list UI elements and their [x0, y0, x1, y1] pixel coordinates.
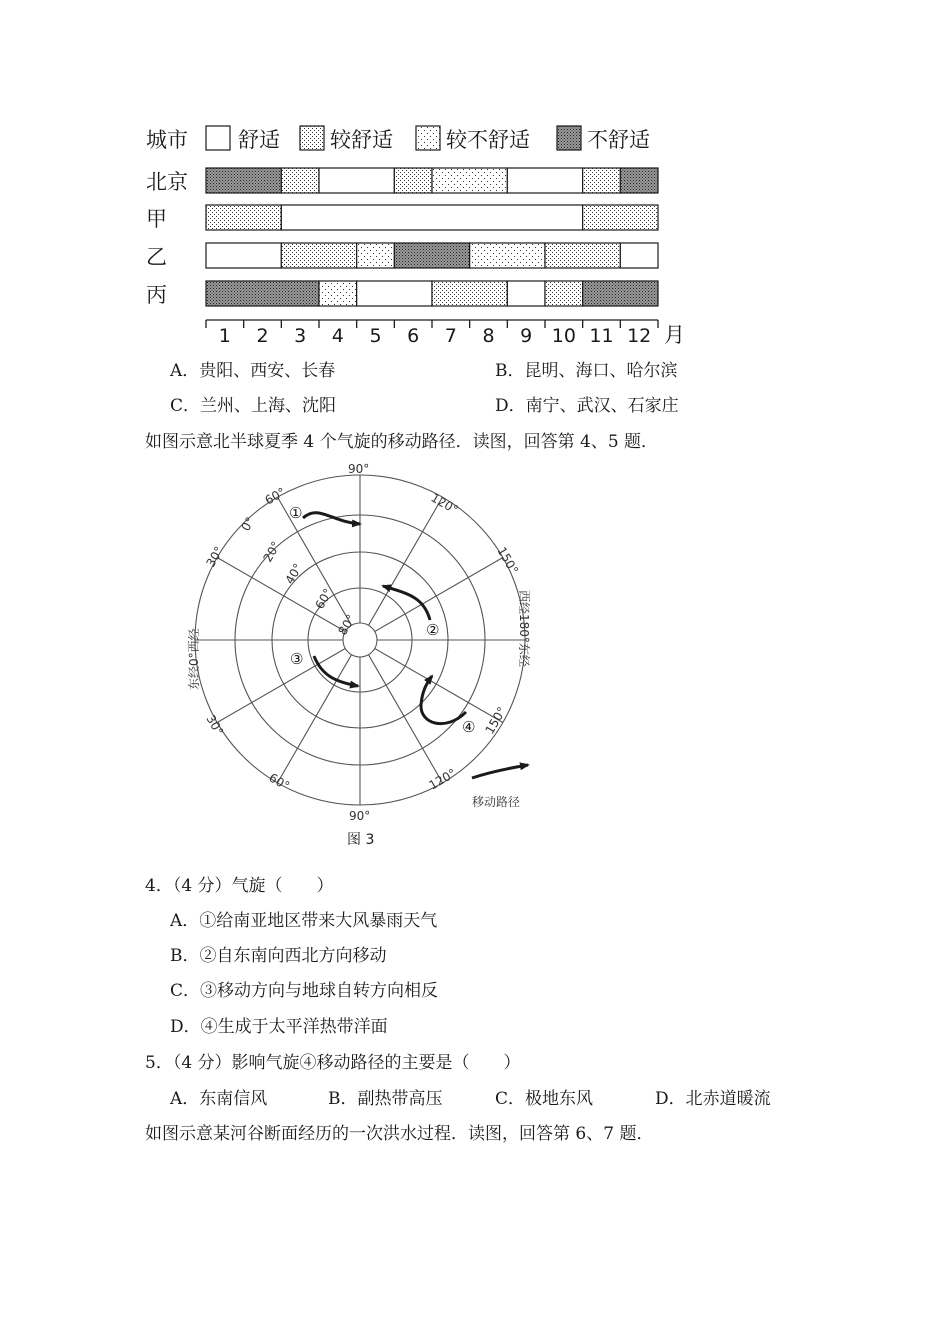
comfort-segment	[281, 168, 319, 193]
q3-option-b[interactable]: B．昆明、海口、哈尔滨	[495, 361, 678, 381]
chart-header-label: 城市	[146, 128, 188, 152]
month-tick-label: 9	[520, 325, 533, 347]
q4-option-d[interactable]: D．④生成于太平洋热带洋面	[170, 1017, 388, 1037]
comfort-segment	[583, 168, 621, 193]
lon-label-bottom-90: 90°	[349, 809, 371, 823]
q5-option-a[interactable]: A．东南信风	[170, 1089, 268, 1109]
lat-label-40: 40°	[282, 561, 306, 587]
comfort-segment	[583, 281, 658, 306]
comfort-segment	[206, 243, 281, 268]
legend-label-uncomfortable: 不舒适	[587, 128, 650, 152]
legend-arrow	[472, 765, 528, 778]
city-label: 乙	[146, 245, 167, 269]
legend-swatch-comfortable	[206, 126, 230, 150]
lat-label-80: 80°	[335, 612, 359, 638]
intro-q6-q7: 如图示意某河谷断面经历的一次洪水过程．读图，回答第 6、7 题．	[145, 1124, 654, 1144]
lat-label-0: 0°	[238, 514, 258, 534]
comfort-segment	[620, 168, 658, 193]
side-label-left: 东经0°西经	[187, 628, 201, 690]
legend-label-comfortable: 舒适	[238, 128, 280, 152]
month-tick-label: 7	[444, 325, 457, 347]
cyclone-4-label: ④	[462, 718, 476, 736]
legend-swatch-fairly-comfortable	[300, 126, 324, 150]
q4-stem: 4．（4 分）气旋（ ）	[145, 876, 334, 896]
q4-option-c[interactable]: C．③移动方向与地球自转方向相反	[170, 981, 439, 1001]
month-tick-label: 3	[294, 325, 307, 347]
polar-cyclone-map	[0, 460, 950, 860]
comfort-segment	[470, 243, 545, 268]
comfort-segment	[432, 281, 507, 306]
q5-option-d[interactable]: D．北赤道暖流	[655, 1089, 771, 1109]
lon-label-60-top: 60°	[262, 484, 288, 508]
month-tick-label: 4	[331, 325, 344, 347]
lon-label-150-bottom: 150°	[482, 704, 510, 737]
comfort-segment	[583, 205, 658, 230]
comfort-segment	[319, 168, 394, 193]
month-tick-label: 11	[589, 325, 614, 347]
q3-option-c[interactable]: C．兰州、上海、沈阳	[170, 396, 337, 416]
city-label: 北京	[146, 170, 188, 194]
lat-label-60: 60°	[312, 586, 336, 612]
intro-q4-q5: 如图示意北半球夏季 4 个气旋的移动路径．读图，回答第 4、5 题．	[145, 432, 659, 452]
comfort-segment	[432, 168, 507, 193]
comfort-segment	[281, 205, 582, 230]
q4-option-b[interactable]: B．②自东南向西北方向移动	[170, 946, 387, 966]
comfort-segment	[206, 281, 319, 306]
month-unit-label: 月	[664, 323, 685, 347]
legend-label-fairly-uncomfortable: 较不舒适	[446, 128, 530, 152]
q4-option-a[interactable]: A．①给南亚地区带来大风暴雨天气	[170, 911, 438, 931]
lon-label-120-bottom: 120°	[426, 766, 459, 793]
cyclone-1-label: ①	[289, 504, 303, 522]
comfort-segment	[357, 281, 432, 306]
lon-label-30-bottom: 30°	[203, 712, 227, 738]
comfort-segment	[545, 243, 620, 268]
cyclone-2-path	[383, 586, 430, 620]
q5-stem: 5．（4 分）影响气旋④移动路径的主要是（ ）	[145, 1053, 521, 1073]
cyclone-4-path	[421, 676, 466, 724]
legend-path-label: 移动路径	[472, 795, 521, 809]
cyclone-3-label: ③	[290, 650, 304, 668]
month-tick-label: 10	[551, 325, 576, 347]
comfort-segment	[206, 168, 281, 193]
lat-label-20: 20°	[260, 539, 284, 565]
lon-label-150-top: 150°	[494, 544, 521, 577]
month-tick-label: 1	[218, 325, 231, 347]
month-tick-label: 6	[407, 325, 420, 347]
legend-swatch-uncomfortable	[557, 126, 581, 150]
cyclone-2-label: ②	[426, 621, 440, 639]
comfort-segment	[281, 243, 356, 268]
comfort-segment	[394, 243, 469, 268]
comfort-segment	[206, 205, 281, 230]
comfort-segment	[319, 281, 357, 306]
q3-option-d[interactable]: D．南宁、武汉、石家庄	[495, 396, 679, 416]
lon-label-120-top: 120°	[428, 490, 461, 518]
comfort-segment	[545, 281, 583, 306]
q3-option-a[interactable]: A．贵阳、西安、长春	[170, 361, 336, 381]
comfort-segment	[507, 168, 582, 193]
month-tick-label: 12	[627, 325, 652, 347]
legend-label-fairly-comfortable: 较舒适	[330, 128, 393, 152]
q5-option-c[interactable]: C．极地东风	[495, 1089, 594, 1109]
figure-caption: 图 3	[347, 832, 375, 848]
month-tick-label: 5	[369, 325, 382, 347]
comfort-chart	[0, 0, 950, 360]
comfort-segment	[507, 281, 545, 306]
legend-swatch-fairly-uncomfortable	[416, 126, 440, 150]
city-label: 甲	[146, 207, 167, 231]
side-label-right: 西经180°东经	[517, 590, 531, 667]
month-tick-label: 8	[482, 325, 495, 347]
lon-label-top-90: 90°	[348, 462, 370, 476]
comfort-segment	[357, 243, 395, 268]
comfort-segment	[620, 243, 658, 268]
lon-label-60-bottom: 60°	[266, 770, 292, 794]
city-label: 丙	[146, 283, 167, 307]
q5-option-b[interactable]: B．副热带高压	[328, 1089, 443, 1109]
month-tick-label: 2	[256, 325, 269, 347]
comfort-segment	[394, 168, 432, 193]
lon-label-30-top: 30°	[203, 544, 227, 570]
